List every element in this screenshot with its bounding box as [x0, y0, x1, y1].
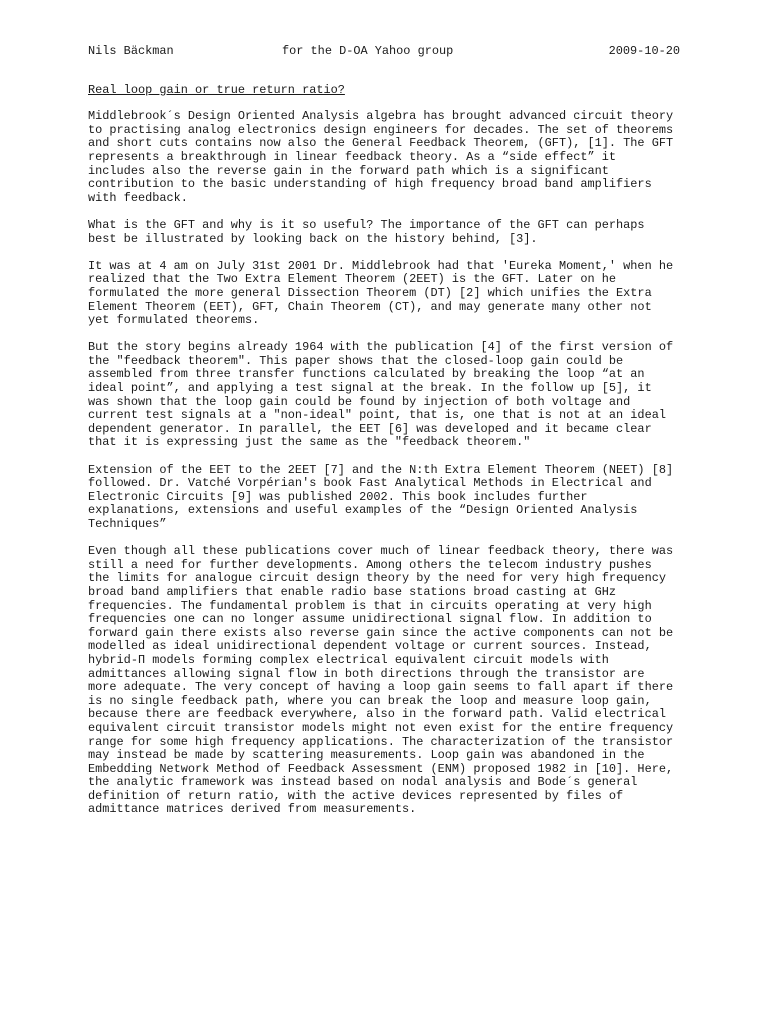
paragraph-3: It was at 4 am on July 31st 2001 Dr. Middlebrook had that 'Eureka Moment,' when he realized that the Two Extra Element Theorem (2EET) is the GFT. Later on he formulated the more general Dissection Theorem (DT) [2] which unifies the Extra Element Theorem (EET), GFT, Chain Theorem (CT), and may generate many other not yet formulated theorems.	[88, 258, 674, 328]
paragraph-2: What is the GFT and why is it so useful? The importance of the GFT can perhaps best be illustrated by looking back on the history behind, [3].	[88, 217, 645, 246]
paragraph-4: But the story begins already 1964 with the publication [4] of the first version of the "feedback theorem". This paper shows that the closed-loop gain could be assembled from three transfer functions calculated by breaking the loop “at an ideal point”, and applying a test signal at the break. In the follow up [5], it was shown that the loop gain could be found by injection of both voltage and current test signals at a "non-ideal" point, that is, one that is not at an ideal dependent generator. In parallel, the EET [6] was developed and it became clear that it is expressing just the same as the "feedback theorem."	[88, 340, 674, 450]
header-author: Nils Bäckman	[88, 44, 174, 58]
header-date: 2009-10-20	[608, 44, 680, 58]
paragraph-6: Even though all these publications cover much of linear feedback theory, there was still a need for further developments. Among others the telecom industry pushes the limits for analogue circuit design theory by the need for very high frequency broad band amplifiers that enable radio base stations broad casting at GHz frequencies. The fundamental problem is that in circuits operating at very high frequencies one can no longer assume unidirectional signal flow. In addition to forward gain there exists also reverse gain since the active components can not be modelled as ideal unidirectional dependent voltage or current sources. Instead, hybrid-Π models forming complex electrical equivalent circuit models with admittances allowing signal flow in both directions through the transistor are more adequate. The very concept of having a loop gain seems to fall apart if there is no single feedback path, where you can break the loop and measure loop gain, because there are feedback everywhere, also in the forward path. Valid electrical equivalent circuit transistor models might not even exist for the entire frequency range for some high frequency applications. The characterization of the transistor may instead be made by scattering measurements. Loop gain was abandoned in the Embedding Network Method of Feedback Assessment (ENM) proposed 1982 in [10]. Here, the analytic framework was instead based on nodal analysis and Bode´s general definition of return ratio, with the active devices represented by files of admittance matrices derived from measurements.	[88, 544, 674, 817]
paragraph-5: Extension of the EET to the 2EET [7] and the N:th Extra Element Theorem (NEET) [8] followed. Dr. Vatché Vorpérian's book Fast Analytical Methods in Electrical and Electronic Circuits [9] was published 2002. This book includes further explanations, extensions and useful examples of the “Design Oriented Analysis Techniques”	[88, 462, 674, 531]
document-page	[88, 40, 680, 831]
document-title: Real loop gain or true return ratio?	[88, 82, 345, 97]
header-group: for the D-OA Yahoo group	[282, 44, 454, 58]
paragraph-1: Middlebrook´s Design Oriented Analysis algebra has brought advanced circuit theory to practising analog electronics design engineers for decades. The set of theorems and short cuts contains now also the General Feedback Theorem, (GFT), [1]. The GFT represents a breakthrough in linear feedback theory. As a “side effect” it includes also the reverse gain in the forward path which is a significant contribution to the basic understanding of high frequency broad band amplifiers with feedback.	[88, 109, 674, 205]
page-header	[88, 45, 680, 59]
